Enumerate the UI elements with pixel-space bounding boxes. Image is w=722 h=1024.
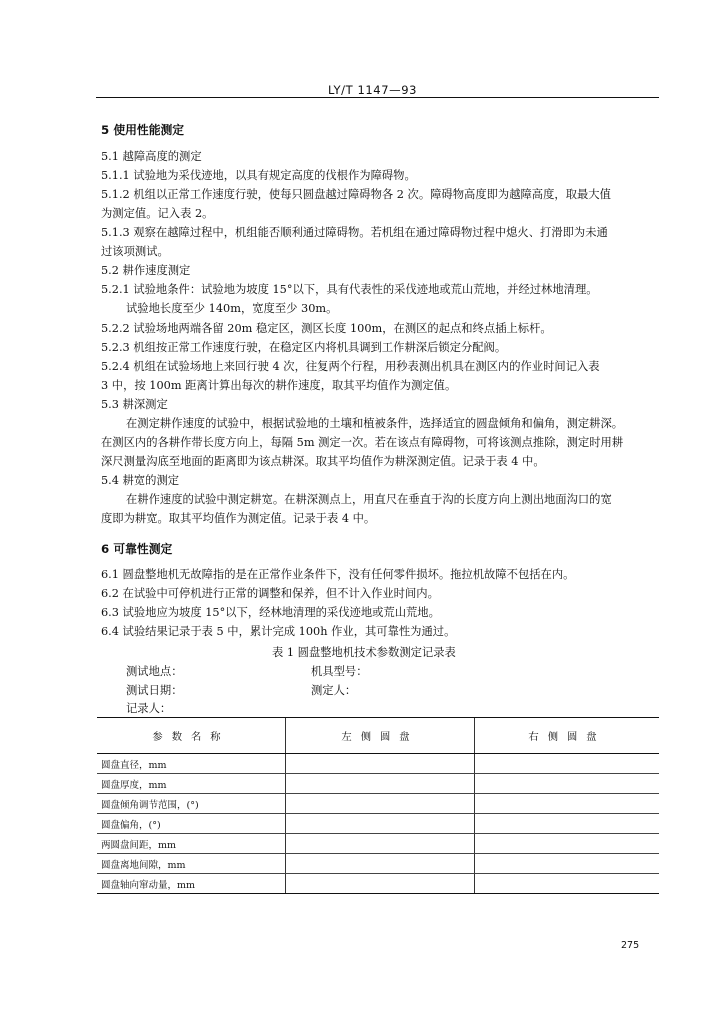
left-disc-value	[286, 814, 475, 834]
left-disc-value	[286, 834, 475, 854]
column-header-right-disc: 右侧圆盘	[475, 718, 660, 754]
right-disc-value	[475, 854, 660, 874]
right-disc-value	[475, 794, 660, 814]
text-line: 6.1 圆盘整地机无故障指的是在正常作业条件下，没有任何零件损坏。拖拉机故障不包括在内。	[101, 568, 575, 581]
table-row	[97, 794, 659, 814]
text-line: 过该项测试。	[101, 245, 169, 258]
table-1-caption: 表 1 圆盘整地机技术参数测定记录表	[272, 646, 456, 659]
parameter-name: 圆盘离地间隙，mm	[97, 854, 286, 874]
text-line: 5.1.2 机组以正常工作速度行驶，使每只圆盘越过障碍物各 2 次。障碍物高度即为越障高度，取最大值	[101, 188, 611, 201]
text-line: 深尺测量沟底至地面的距离即为该点耕深。取其平均值作为耕深测定值。记录于表 4 中。	[101, 455, 545, 468]
right-disc-value	[475, 834, 660, 854]
right-disc-value	[475, 754, 660, 774]
test-date-label: 测试日期：	[126, 684, 183, 697]
table-row	[97, 814, 659, 834]
right-disc-value	[475, 774, 660, 794]
parameter-name: 圆盘倾角调节范围，(°)	[97, 794, 286, 814]
page-number: 275	[621, 940, 640, 951]
machine-model-label: 机具型号：	[311, 665, 368, 678]
text-line: 5.2.3 机组按正常工作速度行驶，在稳定区内将机具调到工作耕深后锁定分配阀。	[101, 341, 507, 354]
text-line: 在耕作速度的试验中测定耕宽。在耕深测点上，用直尺在垂直于沟的长度方向上测出地面沟口的宽	[126, 493, 612, 506]
left-disc-value	[286, 874, 475, 894]
tester-label: 测定人：	[311, 684, 357, 697]
text-line: 为测定值。记入表 2。	[101, 207, 214, 220]
text-line: 5.2.2 试验场地两端各留 20m 稳定区，测区长度 100m，在测区的起点和终点插上标杆。	[101, 322, 552, 335]
table-header-row	[97, 718, 659, 754]
text-line: 5.1.3 观察在越障过程中，机组能否顺利通过障碍物。若机组在通过障碍物过程中熄火、打滑即为未通	[101, 226, 608, 239]
parameter-record-table	[97, 717, 659, 894]
column-header-parameter: 参数名称	[97, 718, 286, 754]
column-header-left-disc: 左侧圆盘	[286, 718, 475, 754]
parameter-name: 圆盘轴向窜动量，mm	[97, 874, 286, 894]
text-line: 度即为耕宽。取其平均值作为测定值。记录于表 4 中。	[101, 512, 376, 525]
text-line: 5.3 耕深测定	[101, 398, 168, 411]
table-row	[97, 854, 659, 874]
text-line: 6.4 试验结果记录于表 5 中，累计完成 100h 作业，其可靠性为通过。	[101, 625, 456, 638]
left-disc-value	[286, 794, 475, 814]
section-5-title: 5 使用性能测定	[101, 123, 185, 137]
text-line: 试验地长度至少 140m，宽度至少 30m。	[126, 302, 338, 315]
text-line: 6.2 在试验中可停机进行正常的调整和保养，但不计入作业时间内。	[101, 587, 439, 600]
text-line: 5.1 越障高度的测定	[101, 150, 202, 163]
table-row	[97, 754, 659, 774]
left-disc-value	[286, 774, 475, 794]
text-line: 5.2.4 机组在试验场地上来回行驶 4 次，往复两个行程，用秒表测出机具在测区内的作业时间记入表	[101, 360, 600, 373]
test-location-label: 测试地点：	[126, 665, 183, 678]
parameter-name: 圆盘偏角，(°)	[97, 814, 286, 834]
text-line: 5.4 耕宽的测定	[101, 474, 180, 487]
section-6-title: 6 可靠性测定	[101, 542, 173, 556]
text-line: 在测定耕作速度的试验中，根据试验地的土壤和植被条件，选择适宜的圆盘倾角和偏角，测定耕深。	[126, 417, 624, 430]
text-line: 5.2.1 试验地条件：试验地为坡度 15°以下，具有代表性的采伐迹地或荒山荒地，并经过林地清理。	[101, 283, 598, 296]
parameter-name: 圆盘直径，mm	[97, 754, 286, 774]
parameter-name: 圆盘厚度，mm	[97, 774, 286, 794]
text-line: 6.3 试验地应为坡度 15°以下，经林地清理的采伐迹地或荒山荒地。	[101, 606, 440, 619]
standard-code-header: LY/T 1147—93	[328, 83, 418, 97]
text-line: 5.1.1 试验地为采伐迹地，以具有规定高度的伐根作为障碍物。	[101, 169, 416, 182]
table-row	[97, 874, 659, 894]
parameter-name: 两圆盘间距，mm	[97, 834, 286, 854]
table-row	[97, 774, 659, 794]
text-line: 在测区内的各耕作带长度方向上，每隔 5m 测定一次。若在该点有障碍物，可将该测点推除，测定时用耕	[101, 436, 624, 449]
text-line: 5.2 耕作速度测定	[101, 264, 191, 277]
right-disc-value	[475, 874, 660, 894]
text-line: 3 中，按 100m 距离计算出每次的耕作速度，取其平均值作为测定值。	[101, 379, 457, 392]
header-rule	[96, 97, 659, 98]
table-row	[97, 834, 659, 854]
recorder-label: 记录人：	[126, 702, 172, 715]
left-disc-value	[286, 754, 475, 774]
right-disc-value	[475, 814, 660, 834]
left-disc-value	[286, 854, 475, 874]
